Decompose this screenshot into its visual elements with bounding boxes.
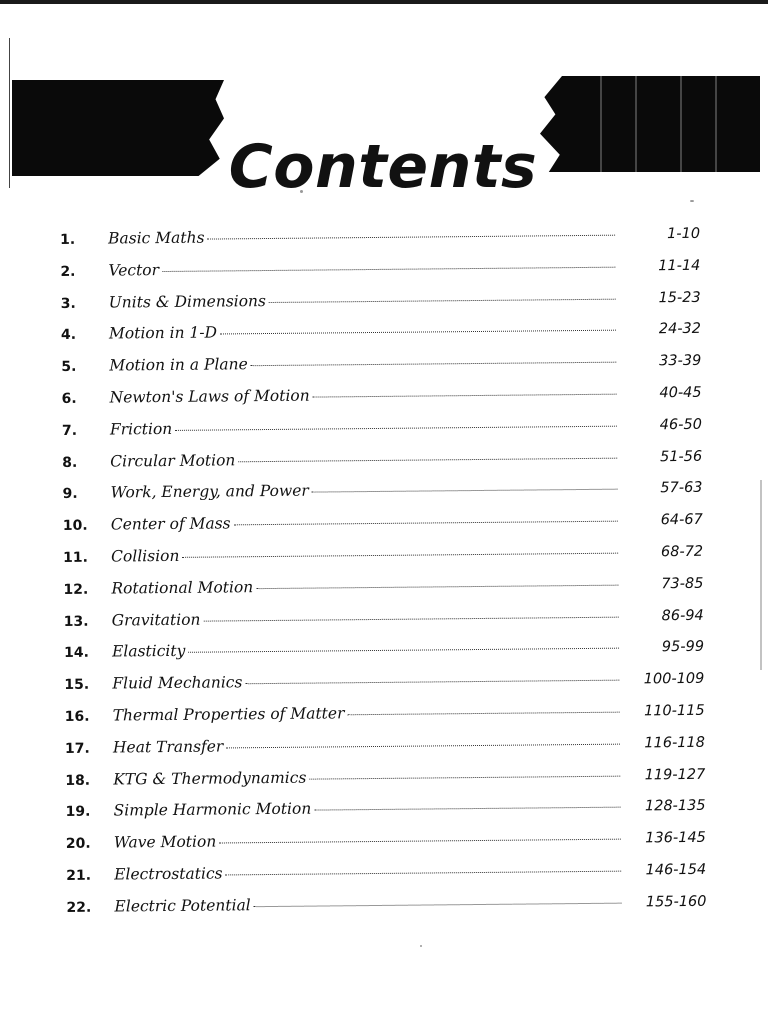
toc-entry-pages: 33-39 bbox=[659, 353, 702, 370]
toc-entry-number: 9. bbox=[62, 486, 78, 503]
toc-dot-leader bbox=[238, 457, 617, 462]
toc-entry-number: 3. bbox=[60, 295, 76, 312]
toc-entry-number: 4. bbox=[60, 327, 77, 344]
toc-entry-number: 11. bbox=[63, 549, 89, 566]
toc-dot-leader bbox=[234, 521, 618, 526]
toc-entry-pages: 15-23 bbox=[658, 289, 701, 306]
toc-entry-pages: 1-10 bbox=[667, 225, 701, 243]
toc-entry-pages: 64-67 bbox=[660, 512, 703, 529]
toc-entry-pages: 57-63 bbox=[660, 480, 703, 497]
toc-entry-title: Gravitation bbox=[111, 610, 201, 630]
toc-entry-pages: 128-135 bbox=[644, 798, 706, 815]
toc-dot-leader bbox=[208, 235, 616, 240]
toc-entry-pages: 136-145 bbox=[645, 829, 706, 847]
scan-speck bbox=[690, 200, 694, 202]
toc-entry-number: 15. bbox=[64, 676, 90, 694]
toc-dot-leader bbox=[312, 489, 618, 493]
toc-dot-leader bbox=[203, 616, 618, 621]
scan-edge-line bbox=[9, 38, 10, 188]
toc-entry-title: Elasticity bbox=[111, 642, 186, 661]
toc-entry-pages: 46-50 bbox=[659, 416, 702, 434]
toc-entry-number: 18. bbox=[65, 772, 91, 789]
toc-dot-leader bbox=[347, 712, 619, 716]
toc-entry-number: 1. bbox=[60, 231, 76, 248]
toc-entry-number: 22. bbox=[66, 899, 92, 916]
toc-dot-leader bbox=[269, 298, 616, 302]
toc-entry-pages: 116-118 bbox=[644, 734, 706, 752]
toc-entry-pages: 95-99 bbox=[661, 639, 705, 656]
toc-entry-number: 6. bbox=[61, 390, 77, 407]
toc-entry-number: 19. bbox=[65, 804, 91, 821]
toc-entry-title: Motion in a Plane bbox=[109, 355, 248, 375]
toc-dot-leader bbox=[188, 648, 619, 653]
toc-entry-pages: 51-56 bbox=[659, 448, 703, 465]
toc-dot-leader bbox=[219, 839, 621, 844]
header-banner-left bbox=[12, 80, 224, 176]
scan-edge-line bbox=[760, 480, 762, 670]
table-of-contents bbox=[60, 224, 707, 930]
toc-dot-leader bbox=[175, 425, 617, 430]
toc-dot-leader bbox=[314, 807, 620, 811]
toc-dot-leader bbox=[309, 775, 620, 779]
toc-entry-pages: 110-115 bbox=[643, 702, 705, 720]
toc-entry-number: 2. bbox=[60, 263, 76, 280]
toc-entry-number: 17. bbox=[64, 740, 90, 757]
toc-entry bbox=[66, 892, 706, 930]
toc-entry-title: Basic Maths bbox=[107, 228, 205, 248]
toc-entry-title: Vector bbox=[108, 260, 160, 280]
toc-entry-title: Rotational Motion bbox=[111, 577, 254, 598]
toc-dot-leader bbox=[256, 584, 618, 588]
header-banner-right bbox=[540, 76, 760, 172]
toc-entry-pages: 11-14 bbox=[658, 257, 701, 275]
toc-entry-title: Friction bbox=[109, 419, 173, 439]
toc-dot-leader bbox=[313, 394, 617, 398]
toc-entry-number: 13. bbox=[63, 613, 89, 630]
toc-entry-title: Fluid Mechanics bbox=[112, 673, 243, 693]
toc-entry-pages: 73-85 bbox=[661, 575, 704, 593]
toc-entry-title: Center of Mass bbox=[110, 514, 231, 534]
toc-entry-title: Heat Transfer bbox=[112, 737, 224, 757]
toc-entry-number: 7. bbox=[61, 422, 78, 439]
toc-dot-leader bbox=[182, 553, 618, 558]
toc-entry-number: 10. bbox=[62, 517, 88, 535]
toc-entry-title: Electric Potential bbox=[114, 895, 251, 916]
toc-entry-title: Units & Dimensions bbox=[108, 291, 267, 312]
toc-entry-number: 21. bbox=[66, 867, 92, 884]
scan-speck bbox=[420, 945, 422, 947]
toc-entry-pages: 86-94 bbox=[661, 607, 704, 624]
toc-entry-number: 16. bbox=[64, 708, 90, 725]
toc-entry-title: Work, Energy, and Power bbox=[110, 481, 309, 502]
toc-entry-title: Electrostatics bbox=[114, 864, 223, 884]
toc-entry-title: Wave Motion bbox=[113, 832, 217, 852]
toc-entry-pages: 146-154 bbox=[645, 861, 707, 879]
toc-entry-pages: 100-109 bbox=[643, 670, 705, 688]
toc-entry-title: KTG & Thermodynamics bbox=[113, 768, 307, 789]
toc-entry-title: Circular Motion bbox=[110, 450, 236, 471]
toc-entry-pages: 155-160 bbox=[645, 893, 707, 911]
toc-entry-pages: 40-45 bbox=[659, 384, 702, 402]
toc-entry-number: 5. bbox=[61, 359, 77, 376]
toc-dot-leader bbox=[226, 871, 622, 876]
toc-entry-number: 20. bbox=[65, 835, 91, 853]
toc-entry-number: 14. bbox=[63, 645, 89, 662]
toc-entry-pages: 119-127 bbox=[644, 766, 706, 783]
toc-entry-title: Motion in 1-D bbox=[108, 323, 218, 343]
toc-entry-pages: 24-32 bbox=[658, 321, 702, 338]
toc-dot-leader bbox=[245, 680, 619, 685]
toc-dot-leader bbox=[226, 743, 620, 748]
toc-entry-number: 12. bbox=[63, 581, 89, 598]
toc-dot-leader bbox=[220, 330, 616, 335]
toc-dot-leader bbox=[251, 362, 617, 367]
toc-entry-title: Thermal Properties of Matter bbox=[112, 704, 345, 725]
page-title: Contents bbox=[228, 132, 538, 203]
page-top-border bbox=[0, 0, 768, 4]
toc-dot-leader bbox=[254, 902, 622, 907]
toc-entry-title: Collision bbox=[111, 546, 180, 566]
toc-dot-leader bbox=[162, 266, 615, 271]
toc-entry-title: Newton's Laws of Motion bbox=[109, 386, 310, 407]
toc-entry-number: 8. bbox=[62, 454, 78, 471]
toc-entry-title: Simple Harmonic Motion bbox=[113, 799, 312, 820]
toc-entry-pages: 68-72 bbox=[660, 543, 704, 561]
